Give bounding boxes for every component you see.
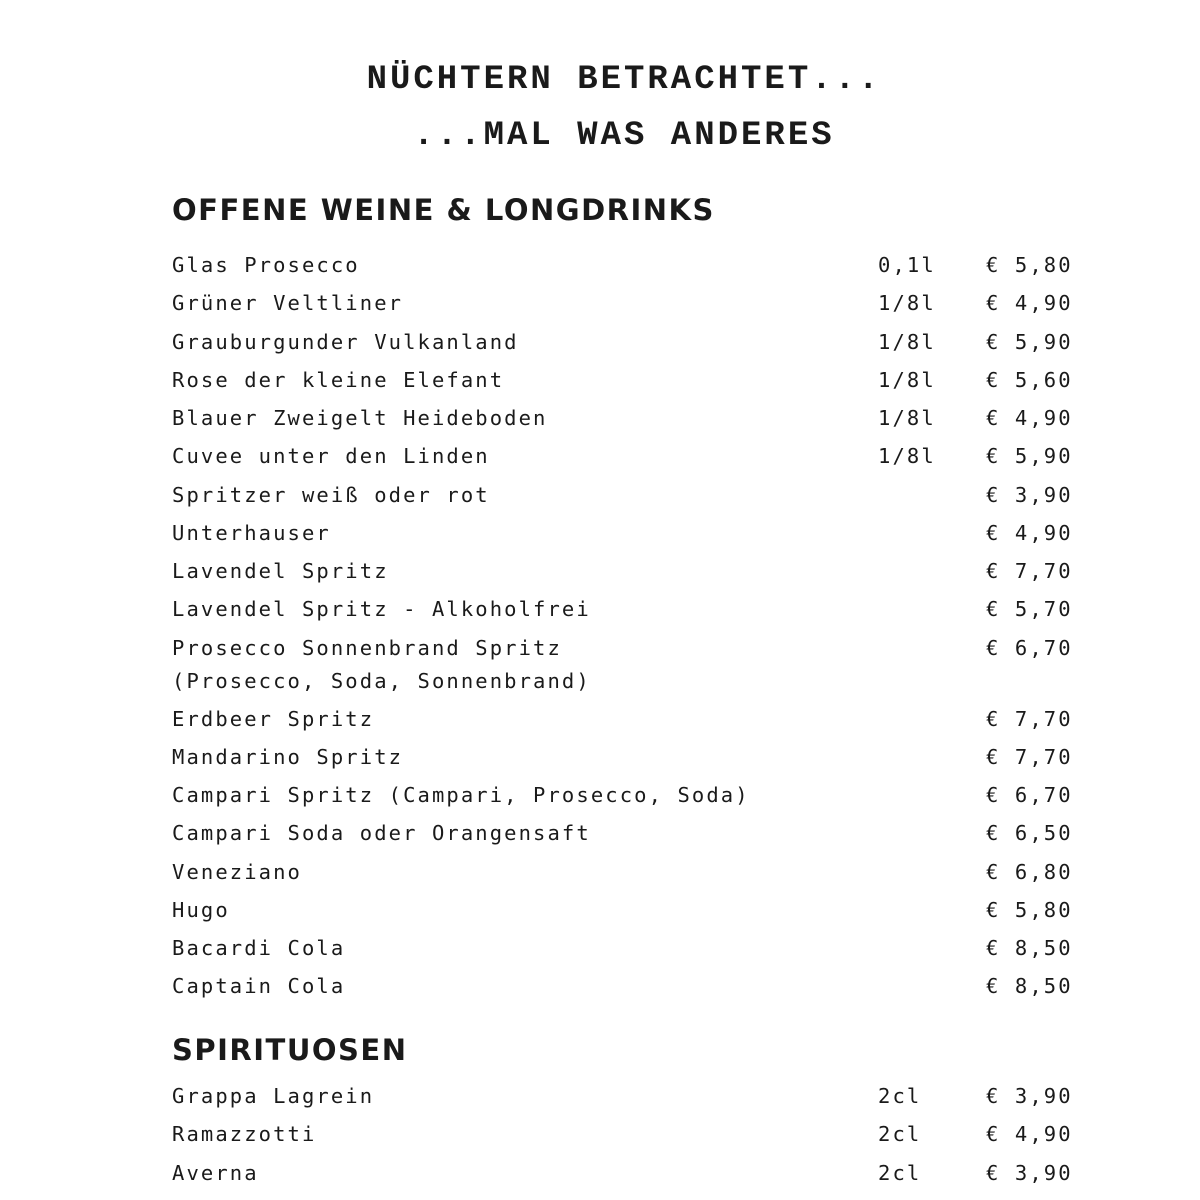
item-price: € 6,50 (986, 821, 1073, 846)
item-name: Campari Spritz (Campari, Prosecco, Soda) (172, 783, 750, 807)
item-name: Grauburgunder Vulkanland (172, 329, 519, 354)
item-price: € 5,70 (986, 597, 1073, 622)
menu-item (172, 973, 1092, 1011)
menu-item (172, 520, 1092, 558)
item-volume: 1/8l (878, 329, 936, 354)
menu-item (172, 290, 1092, 328)
item-price: € 3,90 (986, 1160, 1073, 1185)
item-name: Hugo (172, 897, 230, 922)
item-name: Spritzer weiß oder rot (172, 482, 490, 507)
item-price: € 4,90 (986, 520, 1073, 545)
item-volume: 1/8l (878, 444, 936, 469)
menu-item (172, 329, 1092, 367)
item-name: Erdbeer Spritz (172, 706, 375, 731)
item-price: € 3,90 (986, 1084, 1073, 1108)
item-price: € 6,70 (986, 635, 1073, 660)
item-name: Cuvee unter den Linden (172, 444, 490, 469)
item-name: Grüner Veltliner (172, 291, 404, 316)
drinks-list (172, 252, 1092, 1012)
item-volume: 2cl (878, 1084, 922, 1108)
section-title-offene-weine: OFFENE WEINE & LONGDRINKS (172, 193, 715, 227)
menu-subtitle: ...MAL WAS ANDERES (413, 117, 835, 155)
menu-item (172, 635, 1092, 706)
item-price: € 3,90 (986, 482, 1073, 507)
item-price: € 7,70 (986, 706, 1073, 731)
item-volume: 1/8l (878, 406, 936, 430)
menu-item (172, 820, 1092, 858)
menu-item (172, 1121, 1092, 1159)
item-description: (Prosecco, Soda, Sonnenbrand) (172, 668, 591, 693)
menu-item (172, 1160, 1092, 1198)
item-name: Grappa Lagrein (172, 1084, 375, 1108)
spirits-list (172, 1083, 1092, 1198)
item-name: Blauer Zweigelt Heideboden (172, 406, 548, 430)
menu-item (172, 405, 1092, 443)
menu-item (172, 367, 1092, 405)
item-name: Unterhauser (172, 520, 331, 545)
item-name-block (172, 635, 591, 694)
menu-item (172, 744, 1092, 782)
item-price: € 8,50 (986, 974, 1073, 999)
item-volume: 0,1l (878, 253, 936, 277)
menu-item (172, 706, 1092, 744)
item-price: € 6,80 (986, 859, 1073, 884)
item-price: € 7,70 (986, 744, 1073, 769)
menu-item (172, 443, 1092, 481)
item-price: € 7,70 (986, 559, 1073, 583)
menu-item (172, 859, 1092, 897)
menu-header (0, 52, 1200, 164)
item-name: Lavendel Spritz (172, 559, 389, 583)
menu-item (172, 558, 1092, 596)
item-name: Veneziano (172, 859, 302, 884)
item-name: Campari Soda oder Orangensaft (172, 821, 591, 846)
item-price: € 6,70 (986, 783, 1073, 807)
item-price: € 4,90 (986, 1122, 1073, 1147)
item-price: € 5,90 (986, 444, 1073, 469)
menu-item (172, 782, 1092, 820)
item-name: Captain Cola (172, 974, 346, 999)
item-price: € 5,80 (986, 253, 1073, 277)
item-name: Mandarino Spritz (172, 744, 404, 769)
item-price: € 5,80 (986, 897, 1073, 922)
item-name: Ramazzotti (172, 1122, 317, 1147)
menu-item (172, 897, 1092, 935)
item-volume: 2cl (878, 1122, 922, 1147)
item-price: € 5,90 (986, 329, 1073, 354)
menu-item (172, 935, 1092, 973)
item-price: € 4,90 (986, 406, 1073, 430)
menu-item (172, 1083, 1092, 1121)
menu-title: NÜCHTERN BETRACHTET... (366, 61, 882, 99)
item-volume: 1/8l (878, 291, 936, 316)
item-name: Bacardi Cola (172, 936, 346, 960)
item-volume: 1/8l (878, 367, 936, 392)
item-price: € 5,60 (986, 367, 1073, 392)
section-title-spirituosen: SPIRITUOSEN (172, 1033, 408, 1067)
item-price: € 8,50 (986, 936, 1073, 960)
item-name: Averna (172, 1160, 259, 1185)
menu-item (172, 252, 1092, 290)
item-name: Glas Prosecco (172, 253, 360, 277)
item-name: Prosecco Sonnenbrand Spritz (172, 635, 562, 660)
menu-item (172, 482, 1092, 520)
item-name: Rose der kleine Elefant (172, 367, 505, 392)
menu-item (172, 596, 1092, 634)
item-name: Lavendel Spritz - Alkoholfrei (172, 597, 591, 622)
item-volume: 2cl (878, 1160, 922, 1185)
item-price: € 4,90 (986, 291, 1073, 316)
